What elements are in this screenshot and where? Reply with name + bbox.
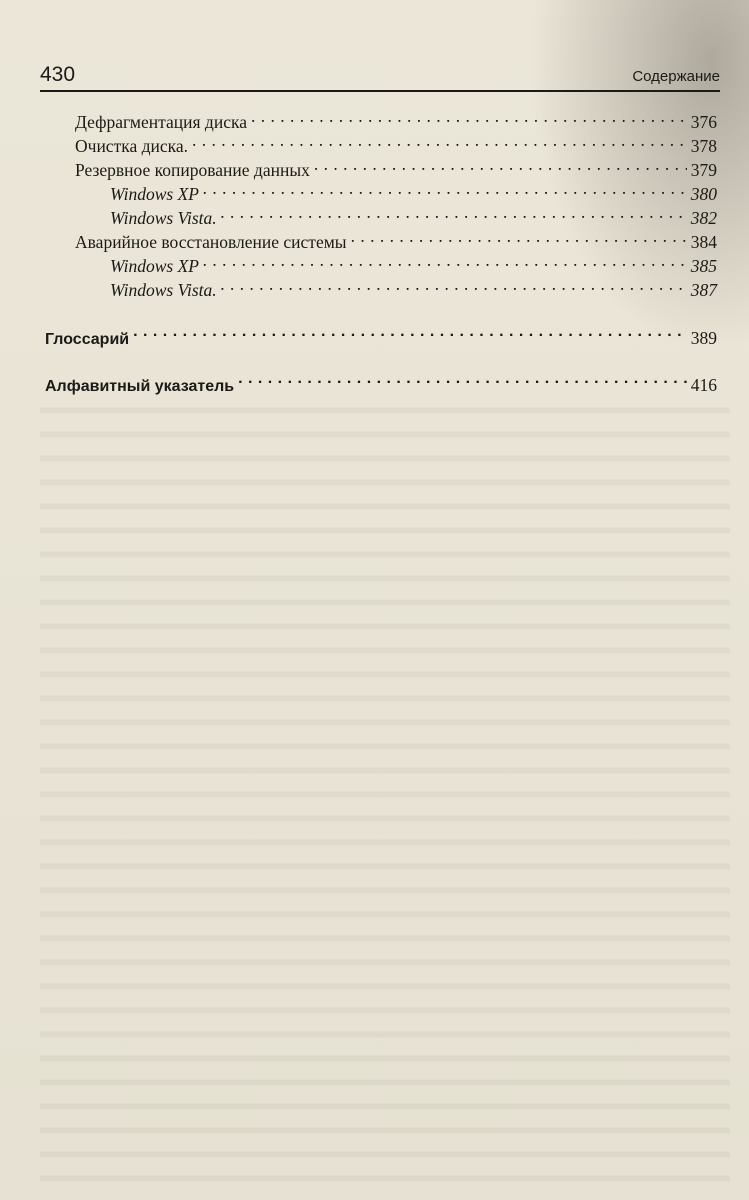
toc-chapter-index: [45, 367, 717, 395]
toc-entry-page: 385: [690, 256, 717, 276]
toc-entry-page: 379: [690, 160, 717, 180]
toc-entry-page: 380: [690, 184, 717, 204]
toc-chapter-glossary: [45, 320, 717, 348]
leader-dots: [203, 248, 687, 272]
page-number: 430: [40, 63, 76, 86]
toc-entry-label: Windows Vista.: [110, 280, 217, 300]
leader-dots: [351, 224, 687, 248]
leader-dots: [192, 128, 687, 152]
page-header: [40, 64, 720, 92]
table-of-contents: [45, 104, 717, 395]
toc-entry-label: Windows XP: [110, 184, 199, 204]
leader-dots: [238, 367, 687, 391]
toc-entry-label: Windows Vista.: [110, 208, 217, 228]
toc-entry-page: 382: [690, 208, 717, 228]
toc-entry-label: Аварийное восстановление системы: [75, 232, 347, 252]
toc-entry-page: 389: [690, 328, 717, 348]
toc-entry-page: 384: [690, 232, 717, 252]
leader-dots: [314, 152, 687, 176]
toc-entry-label: Windows XP: [110, 256, 199, 276]
leader-dots: [203, 176, 687, 200]
toc-entry-page: 416: [690, 375, 717, 395]
toc-entry-page: 387: [690, 280, 717, 300]
toc-entry-page: 376: [690, 112, 717, 132]
leader-dots: [251, 104, 687, 128]
toc-entry: [45, 104, 717, 132]
toc-entry-label: Глоссарий: [45, 331, 130, 348]
bleed-through-text: [40, 395, 730, 1185]
toc-entry-label: Дефрагментация диска: [75, 112, 247, 132]
leader-dots: [221, 200, 687, 224]
toc-entry-label: Алфавитный указатель: [45, 378, 235, 395]
leader-dots: [221, 272, 687, 296]
toc-entry-label: Очистка диска.: [75, 136, 189, 156]
toc-entry-label: Резервное копирование данных: [75, 160, 310, 180]
leader-dots: [133, 320, 687, 344]
spacer: [45, 344, 717, 367]
toc-entry-page: 378: [690, 136, 717, 156]
running-head: Содержание: [632, 68, 720, 85]
